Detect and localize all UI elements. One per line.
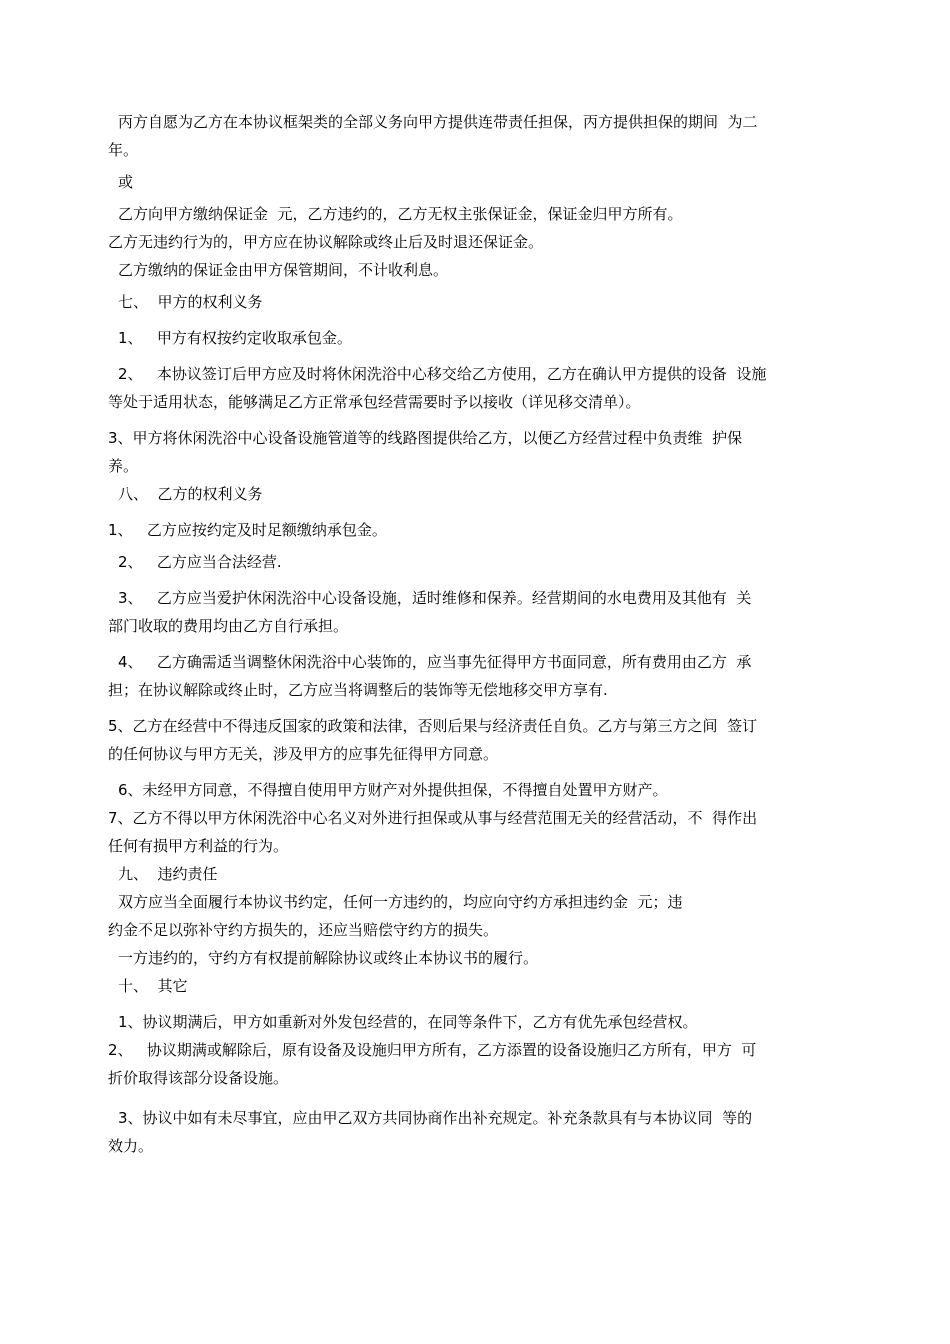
clause-8-7-line1: 7、乙方不得以甲方休闲洗浴中心名义对外进行担保或从事与经营范围无关的经营活动，不 得作出 <box>108 809 758 827</box>
section-heading-8: 八、 乙方的权利义务 <box>118 485 263 503</box>
section-heading-7: 七、 甲方的权利义务 <box>118 293 263 311</box>
clause-8-2: 2、 乙方应当合法经营. <box>118 553 282 571</box>
clause-7-3-line2: 养。 <box>108 457 139 475</box>
clause-8-4-line1: 4、 乙方确需适当调整休闲洗浴中心装饰的，应当事先征得甲方书面同意，所有费用由乙方 承 <box>118 653 752 671</box>
paragraph-deposit: 乙方向甲方缴纳保证金 元，乙方违约的，乙方无权主张保证金，保证金归甲方所有。 <box>118 205 683 223</box>
paragraph-guarantee-line1: 丙方自愿为乙方在本协议框架类的全部义务向甲方提供连带责任担保，丙方提供担保的期间 为二 <box>118 113 758 131</box>
clause-7-2-line1: 2、 本协议签订后甲方应及时将休闲洗浴中心移交给乙方使用，乙方在确认甲方提供的设备 设施 <box>118 365 767 383</box>
clause-10-3-line1: 3、协议中如有未尽事宜，应由甲乙双方共同协商作出补充规定。补充条款具有与本协议同 等的 <box>118 1109 753 1127</box>
paragraph-or: 或 <box>118 173 134 191</box>
clause-8-5-line1: 5、乙方在经营中不得违反国家的政策和法律，否则后果与经济责任自负。乙方与第三方之间 签订 <box>108 717 758 735</box>
clause-8-4-line2: 担；在协议解除或终止时，乙方应当将调整后的装饰等无偿地移交甲方享有. <box>108 681 608 699</box>
clause-8-3-line1: 3、 乙方应当爱护休闲洗浴中心设备设施，适时维修和保养。经营期间的水电费用及其他有 关 <box>118 589 752 607</box>
clause-10-2-line1: 2、 协议期满或解除后，原有设备及设施归甲方所有，乙方添置的设备设施归乙方所有，甲方 可 <box>108 1041 757 1059</box>
clause-8-1: 1、 乙方应按约定及时足额缴纳承包金。 <box>108 521 387 539</box>
clause-8-5-line2: 的任何协议与甲方无关，涉及甲方的应事先征得甲方同意。 <box>108 745 499 763</box>
clause-9-1-line2: 约金不足以弥补守约方损失的，还应当赔偿守约方的损失。 <box>108 921 499 939</box>
clause-7-3-line1: 3、甲方将休闲洗浴中心设备设施管道等的线路图提供给乙方，以便乙方经营过程中负责维 护保 <box>108 429 743 447</box>
section-heading-9: 九、 违约责任 <box>118 865 218 883</box>
clause-8-3-line2: 部门收取的费用均由乙方自行承担。 <box>108 617 349 635</box>
clause-8-6: 6、未经甲方同意，不得擅自使用甲方财产对外提供担保，不得擅自处置甲方财产。 <box>118 781 668 799</box>
clause-7-2-line2: 等处于适用状态，能够满足乙方正常承包经营需要时予以接收（详见移交清单）。 <box>108 393 641 411</box>
document-page <box>108 108 844 1160</box>
clause-9-1-line1: 双方应当全面履行本协议书约定，任何一方违约的，均应向守约方承担违约金 元；违 <box>118 893 683 911</box>
clause-10-2-line2: 折价取得该部分设备设施。 <box>108 1069 289 1087</box>
clause-7-1: 1、 甲方有权按约定收取承包金。 <box>118 329 352 347</box>
clause-8-7-line2: 任何有损甲方利益的行为。 <box>108 837 289 855</box>
paragraph-deposit-interest: 乙方缴纳的保证金由甲方保管期间，不计收利息。 <box>118 261 449 279</box>
section-heading-10: 十、 其它 <box>118 977 188 995</box>
clause-10-1: 1、协议期满后，甲方如重新对外发包经营的，在同等条件下，乙方有优先承包经营权。 <box>118 1013 698 1031</box>
paragraph-deposit-refund: 乙方无违约行为的，甲方应在协议解除或终止后及时退还保证金。 <box>108 233 544 251</box>
clause-10-3-line2: 效力。 <box>108 1137 154 1155</box>
paragraph-guarantee-line2: 年。 <box>108 141 139 159</box>
clause-9-2: 一方违约的，守约方有权提前解除协议或终止本协议书的履行。 <box>118 949 539 967</box>
